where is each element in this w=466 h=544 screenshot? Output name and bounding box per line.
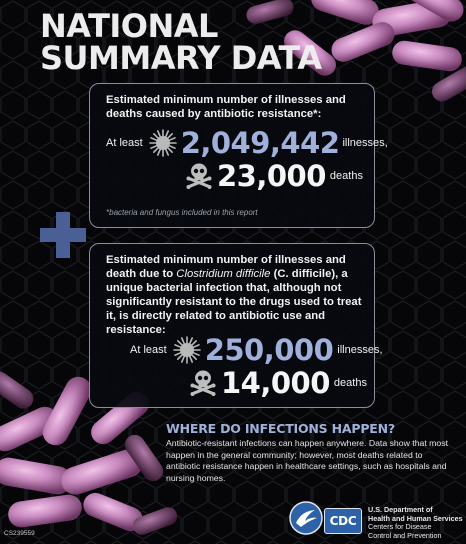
at-least-label: At least xyxy=(130,344,167,356)
title-line-1: NATIONAL xyxy=(40,7,218,45)
plus-icon xyxy=(40,212,86,258)
title-line-2: SUMMARY DATA xyxy=(40,39,322,77)
at-least-label: At least xyxy=(106,137,143,149)
panel-heading: Estimated minimum number of illnesses and deaths caused by antibiotic resistance*: xyxy=(106,94,346,120)
germ-icon xyxy=(172,335,202,365)
where-heading: WHERE DO INFECTIONS HAPPEN? xyxy=(166,421,395,436)
image-code: CS239559 xyxy=(4,530,35,537)
dept-line-2: Health and Human Services xyxy=(368,513,463,523)
germ-icon xyxy=(148,128,178,158)
illnesses-row xyxy=(130,335,383,365)
page-title xyxy=(40,7,322,77)
heading-text-continued: (C. difficile), a unique bacterial infection that, although not significantly resistant to the drugs used to treat it, is directly related to antibiotic use and resistance: xyxy=(106,268,362,336)
deaths-row xyxy=(190,368,367,398)
skull-crossbones-icon xyxy=(190,369,216,397)
hhs-eagle-icon xyxy=(289,501,323,535)
skull-crossbones-icon xyxy=(186,162,212,190)
where-body-text: Antibiotic-resistant infections can happen anywhere. Data show that most happen in the general community; however, most deaths related to antibiotic resistance happen in healthcare settings, such as hospitals and nursing homes. xyxy=(166,438,449,483)
heading-text: Estimated minimum number of illnesses and death due to xyxy=(106,254,346,280)
c-difficile-panel xyxy=(89,243,383,408)
species-name: Clostridium difficile xyxy=(176,268,271,280)
deaths-row xyxy=(186,161,363,191)
deaths-value: 23,000 xyxy=(217,159,326,193)
footnote: *bacteria and fungus included in this report xyxy=(106,208,258,217)
illnesses-value: 2,049,442 xyxy=(180,126,340,160)
agency-name xyxy=(368,506,464,540)
antibiotic-resistance-panel xyxy=(89,83,388,228)
illnesses-label: illnesses, xyxy=(342,137,388,149)
cdc-logo: CDC xyxy=(324,508,362,534)
dept-line-1: U.S. Department of xyxy=(368,505,433,514)
illnesses-row xyxy=(106,128,388,158)
illnesses-value: 250,000 xyxy=(204,333,334,367)
deaths-label: deaths xyxy=(333,377,367,389)
panel-heading xyxy=(106,253,366,337)
agency-line-2: Control and Prevention xyxy=(368,530,442,540)
deaths-label: deaths xyxy=(329,170,363,182)
illnesses-label: illnesses, xyxy=(337,344,383,356)
deaths-value: 14,000 xyxy=(221,366,330,400)
agency-line-1: Centers for Disease xyxy=(368,522,432,532)
